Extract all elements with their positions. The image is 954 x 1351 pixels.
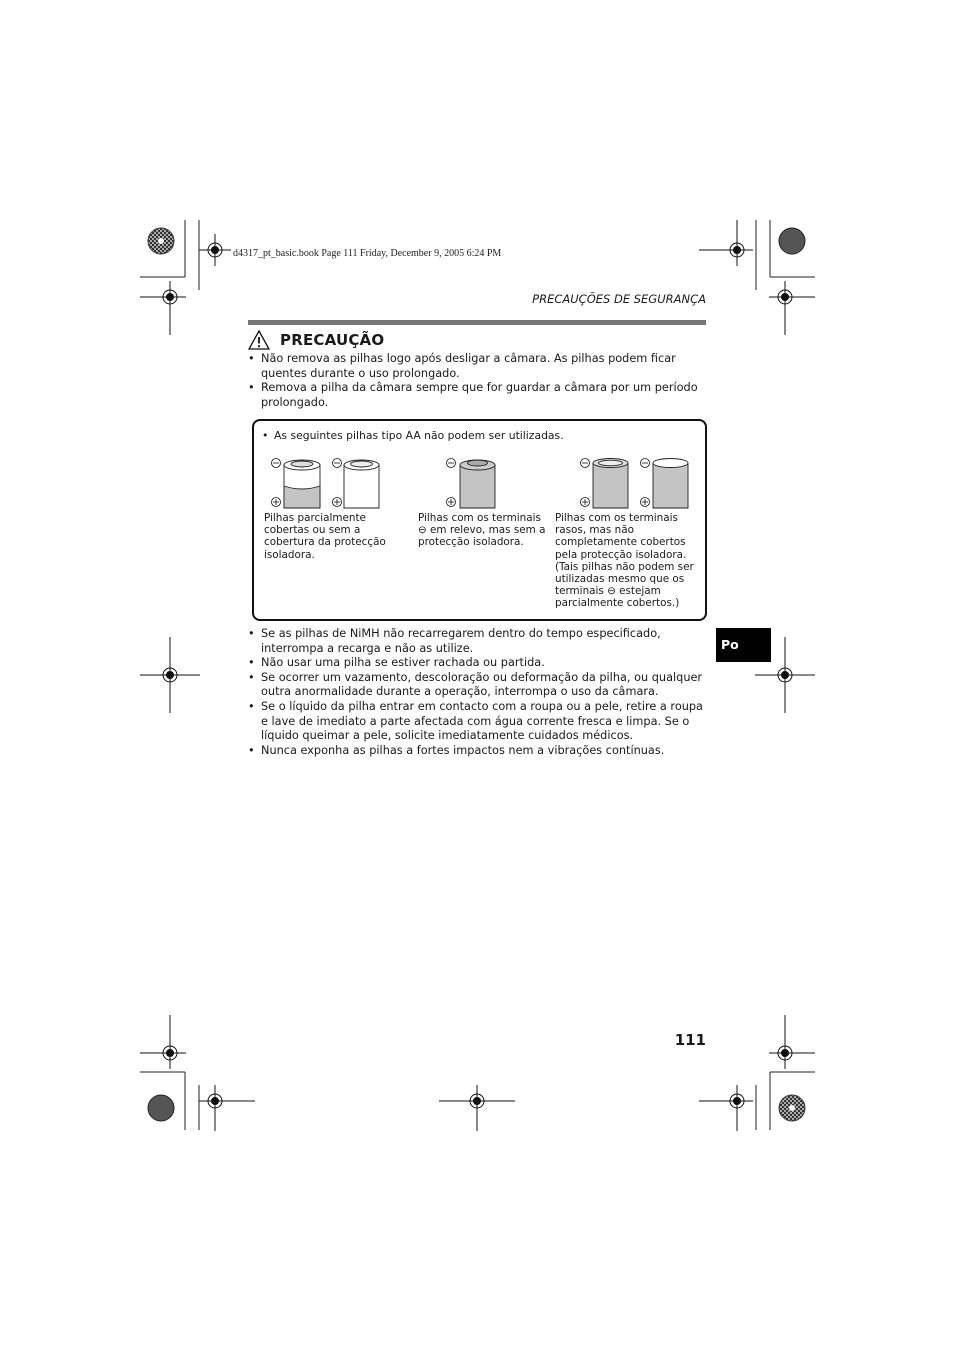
page-number: 111 bbox=[674, 1031, 706, 1049]
plus-terminal-icon bbox=[581, 498, 590, 507]
minus-terminal-icon bbox=[447, 459, 456, 468]
list-item: • Não usar uma pilha se estiver rachada ou partida. bbox=[248, 656, 708, 671]
list-item: • Se o líquido da pilha entrar em contacto com a roupa ou a pele, retire a roupa e lave de imediato a parte afectada com água corrente fresca e limpa. Se o líquido queimar a pele, solicite imediatamente cuidados médicos. bbox=[248, 700, 708, 744]
caption-flat-terminal: Pilhas com os terminais rasos, mas não completamente cobertos pela protecção isoladora. (Tais pilhas não podem ser utilizadas mesmo que os terminais ⊖ estejam parcialmente cobertos.) bbox=[555, 512, 694, 610]
plus-terminal-icon bbox=[447, 498, 456, 507]
list-item: • Remova a pilha da câmara sempre que for guardar a câmara por um período prolongado. bbox=[248, 381, 708, 410]
caution-list-bottom bbox=[248, 627, 708, 758]
section-header: PRECAUÇÕES DE SEGURANÇA bbox=[532, 292, 706, 306]
battery-flat-partial-cover bbox=[593, 459, 628, 509]
minus-terminal-icon bbox=[581, 459, 590, 468]
battery-flat-terminal bbox=[653, 459, 688, 509]
battery-partially-covered bbox=[284, 460, 320, 508]
caption-partially-covered: Pilhas parcialmente cobertas ou sem a cobertura da protecção isoladora. bbox=[264, 512, 386, 561]
caution-title-text: PRECAUÇÃO bbox=[280, 331, 385, 349]
minus-terminal-icon bbox=[272, 459, 281, 468]
list-item: • Se ocorrer um vazamento, descoloração ou deformação da pilha, ou qualquer outra anormalidade durante a operação, interrompa o uso da câmara. bbox=[248, 671, 708, 700]
minus-terminal-icon bbox=[333, 459, 342, 468]
box-note: • As seguintes pilhas tipo AA não podem ser utilizadas. bbox=[262, 429, 564, 442]
plus-terminal-icon bbox=[272, 498, 281, 507]
caption-raised-terminal: Pilhas com os terminais ⊖ em relevo, mas sem a protecção isoladora. bbox=[418, 512, 546, 549]
battery-raised-terminal bbox=[460, 460, 495, 508]
plus-terminal-icon bbox=[333, 498, 342, 507]
plus-terminal-icon bbox=[641, 498, 650, 507]
list-item: • Se as pilhas de NiMH não recarregarem dentro do tempo especificado, interrompa a recarga e não as utilize. bbox=[248, 627, 708, 656]
list-item: • Nunca exponha as pilhas a fortes impactos nem a vibrações contínuas. bbox=[248, 744, 708, 759]
battery-uncovered bbox=[344, 460, 379, 508]
minus-terminal-icon bbox=[641, 459, 650, 468]
list-item: • Não remova as pilhas logo após desligar a câmara. As pilhas podem ficar quentes durante o uso prolongado. bbox=[248, 352, 708, 381]
language-tab: Po bbox=[716, 628, 771, 662]
file-info: d4317_pt_basic.book Page 111 Friday, December 9, 2005 6:24 PM bbox=[233, 248, 502, 259]
